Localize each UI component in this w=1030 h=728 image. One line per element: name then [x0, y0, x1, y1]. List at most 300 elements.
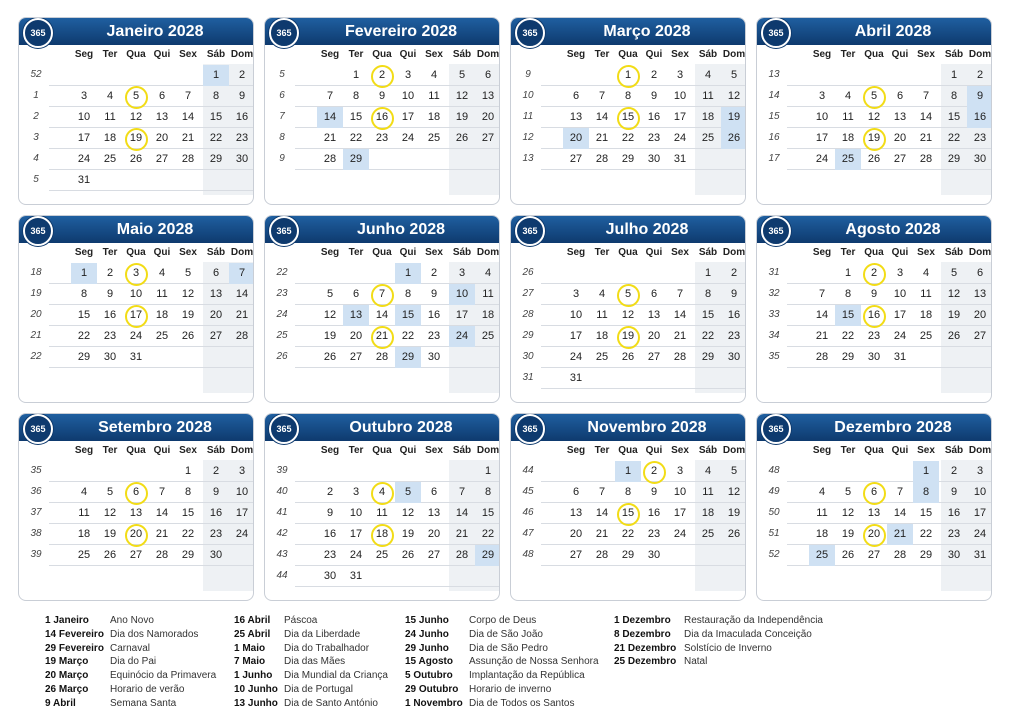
day-cell[interactable]: 25 [427, 132, 441, 144]
day-cell[interactable]: 30 [427, 351, 441, 363]
day-cell[interactable]: 4 [484, 267, 492, 279]
day-cell[interactable]: 4 [818, 486, 826, 498]
day-cell[interactable]: 21 [323, 132, 337, 144]
day-cell[interactable]: 22 [349, 132, 363, 144]
day-cell[interactable]: 6 [896, 90, 904, 102]
day-cell[interactable]: 14 [893, 507, 907, 519]
day-cell[interactable]: 27 [349, 351, 363, 363]
day-cell[interactable]: 3 [676, 69, 684, 81]
day-cell[interactable]: 3 [404, 69, 412, 81]
day-cell[interactable]: 24 [235, 528, 249, 540]
day-cell[interactable]: 1 [71, 263, 97, 284]
day-cell[interactable]: 29 [181, 549, 195, 561]
day-cell[interactable]: 1 [704, 267, 712, 279]
day-cell[interactable]: 31 [77, 174, 91, 186]
day-cell[interactable]: 14 [317, 107, 343, 128]
day-cell[interactable]: 9 [212, 486, 220, 498]
day-cell[interactable]: 9 [378, 90, 386, 102]
day-cell[interactable]: 15 [919, 507, 933, 519]
day-cell[interactable]: 14 [455, 507, 469, 519]
day-cell[interactable]: 6 [212, 267, 220, 279]
day-cell[interactable]: 12 [947, 288, 961, 300]
day-cell[interactable]: 24 [973, 528, 987, 540]
day-cell[interactable]: 23 [235, 132, 249, 144]
day-cell[interactable]: 23 [947, 528, 961, 540]
day-cell[interactable]: 24 [401, 132, 415, 144]
day-cell[interactable]: 25 [103, 153, 117, 165]
day-cell[interactable]: 21 [919, 132, 933, 144]
day-cell[interactable]: 2 [730, 267, 738, 279]
day-cell[interactable]: 2 [326, 486, 334, 498]
day-cell[interactable]: 14 [235, 288, 249, 300]
day-cell[interactable]: 26 [947, 330, 961, 342]
day-cell[interactable]: 22 [401, 330, 415, 342]
day-cell[interactable]: 11 [482, 288, 494, 300]
day-cell[interactable]: 10 [77, 111, 91, 123]
day-cell[interactable]: 10 [235, 486, 249, 498]
day-cell[interactable]: 15 [947, 111, 961, 123]
day-cell[interactable]: 28 [155, 549, 169, 561]
day-cell[interactable]: 19 [947, 309, 961, 321]
day-cell[interactable]: 1 [484, 465, 492, 477]
day-cell[interactable]: 7 [184, 90, 192, 102]
day-cell[interactable]: 18 [103, 132, 117, 144]
day-cell[interactable]: 6 [976, 267, 984, 279]
day-cell[interactable]: 7 [676, 288, 684, 300]
day-cell[interactable]: 14 [181, 111, 195, 123]
day-cell[interactable]: 28 [815, 351, 829, 363]
day-cell[interactable]: 30 [647, 153, 661, 165]
day-cell[interactable]: 27 [209, 330, 223, 342]
day-cell[interactable]: 19 [841, 528, 855, 540]
day-cell[interactable]: 7 [896, 486, 904, 498]
day-cell[interactable]: 13 [973, 288, 987, 300]
day-cell[interactable]: 11 [78, 507, 90, 519]
day-cell[interactable]: 6 [572, 90, 580, 102]
day-cell[interactable]: 7 [158, 486, 166, 498]
day-cell[interactable]: 6 [484, 69, 492, 81]
day-cell[interactable]: 4 [844, 90, 852, 102]
day-cell[interactable]: 1 [395, 263, 421, 284]
day-cell[interactable]: 25 [835, 149, 861, 170]
day-cell[interactable]: 20 [123, 524, 149, 545]
day-cell[interactable]: 19 [181, 309, 195, 321]
day-cell[interactable]: 11 [702, 486, 714, 498]
day-cell[interactable]: 31 [673, 153, 687, 165]
day-cell[interactable]: 11 [920, 288, 932, 300]
day-cell[interactable]: 21 [155, 528, 169, 540]
day-cell[interactable]: 8 [184, 486, 192, 498]
day-cell[interactable]: 21 [595, 528, 609, 540]
day-cell[interactable]: 15 [835, 305, 861, 326]
day-cell[interactable]: 1 [352, 69, 360, 81]
day-cell[interactable]: 8 [404, 288, 412, 300]
day-cell[interactable]: 15 [615, 107, 641, 128]
day-cell[interactable]: 19 [615, 326, 641, 347]
day-cell[interactable]: 17 [673, 111, 687, 123]
day-cell[interactable]: 25 [155, 330, 169, 342]
day-cell[interactable]: 21 [181, 132, 195, 144]
day-cell[interactable]: 1 [184, 465, 192, 477]
day-cell[interactable]: 11 [376, 507, 388, 519]
day-cell[interactable]: 2 [430, 267, 438, 279]
day-cell[interactable]: 21 [595, 132, 609, 144]
day-cell[interactable]: 26 [727, 528, 741, 540]
day-cell[interactable]: 18 [369, 524, 395, 545]
day-cell[interactable]: 3 [238, 465, 246, 477]
day-cell[interactable]: 5 [861, 86, 887, 107]
day-cell[interactable]: 19 [123, 128, 149, 149]
day-cell[interactable]: 5 [730, 69, 738, 81]
day-cell[interactable]: 5 [730, 465, 738, 477]
day-cell[interactable]: 9 [870, 288, 878, 300]
day-cell[interactable]: 30 [947, 549, 961, 561]
day-cell[interactable]: 29 [395, 347, 421, 368]
day-cell[interactable]: 12 [323, 309, 337, 321]
day-cell[interactable]: 8 [352, 90, 360, 102]
day-cell[interactable]: 26 [323, 351, 337, 363]
day-cell[interactable]: 24 [893, 330, 907, 342]
day-cell[interactable]: 24 [673, 132, 687, 144]
day-cell[interactable]: 19 [103, 528, 117, 540]
day-cell[interactable]: 31 [893, 351, 907, 363]
day-cell[interactable]: 17 [123, 305, 149, 326]
day-cell[interactable]: 3 [352, 486, 360, 498]
day-cell[interactable]: 1 [203, 65, 229, 86]
day-cell[interactable]: 19 [861, 128, 887, 149]
day-cell[interactable]: 2 [641, 461, 667, 482]
day-cell[interactable]: 1 [950, 69, 958, 81]
day-cell[interactable]: 11 [156, 288, 168, 300]
day-cell[interactable]: 30 [867, 351, 881, 363]
day-cell[interactable]: 17 [401, 111, 415, 123]
day-cell[interactable]: 8 [624, 90, 632, 102]
day-cell[interactable]: 6 [861, 482, 887, 503]
day-cell[interactable]: 10 [449, 284, 475, 305]
day-cell[interactable]: 26 [721, 128, 746, 149]
day-cell[interactable]: 16 [727, 309, 741, 321]
day-cell[interactable]: 16 [323, 528, 337, 540]
day-cell[interactable]: 29 [621, 153, 635, 165]
day-cell[interactable]: 11 [702, 90, 714, 102]
day-cell[interactable]: 28 [673, 351, 687, 363]
day-cell[interactable]: 19 [727, 507, 741, 519]
day-cell[interactable]: 22 [701, 330, 715, 342]
day-cell[interactable]: 13 [427, 507, 441, 519]
day-cell[interactable]: 14 [815, 309, 829, 321]
day-cell[interactable]: 27 [867, 549, 881, 561]
day-cell[interactable]: 9 [650, 486, 658, 498]
day-cell[interactable]: 22 [841, 330, 855, 342]
day-cell[interactable]: 22 [621, 528, 635, 540]
day-cell[interactable]: 23 [647, 528, 661, 540]
day-cell[interactable]: 27 [973, 330, 987, 342]
day-cell[interactable]: 21 [815, 330, 829, 342]
day-cell[interactable]: 25 [77, 549, 91, 561]
day-cell[interactable]: 22 [621, 132, 635, 144]
day-cell[interactable]: 7 [922, 90, 930, 102]
day-cell[interactable]: 24 [77, 153, 91, 165]
day-cell[interactable]: 19 [401, 528, 415, 540]
day-cell[interactable]: 9 [326, 507, 334, 519]
day-cell[interactable]: 28 [181, 153, 195, 165]
day-cell[interactable]: 17 [455, 309, 469, 321]
day-cell[interactable]: 10 [815, 111, 829, 123]
day-cell[interactable]: 22 [919, 528, 933, 540]
day-cell[interactable]: 1 [844, 267, 852, 279]
day-cell[interactable]: 26 [181, 330, 195, 342]
day-cell[interactable]: 14 [919, 111, 933, 123]
day-cell[interactable]: 23 [427, 330, 441, 342]
day-cell[interactable]: 8 [913, 482, 939, 503]
day-cell[interactable]: 19 [455, 111, 469, 123]
day-cell[interactable]: 31 [349, 570, 363, 582]
day-cell[interactable]: 27 [569, 549, 583, 561]
day-cell[interactable]: 26 [103, 549, 117, 561]
day-cell[interactable]: 15 [77, 309, 91, 321]
day-cell[interactable]: 10 [673, 486, 687, 498]
day-cell[interactable]: 22 [181, 528, 195, 540]
day-cell[interactable]: 9 [650, 90, 658, 102]
day-cell[interactable]: 11 [428, 90, 440, 102]
day-cell[interactable]: 27 [129, 549, 143, 561]
day-cell[interactable]: 20 [861, 524, 887, 545]
day-cell[interactable]: 23 [727, 330, 741, 342]
day-cell[interactable]: 2 [212, 465, 220, 477]
day-cell[interactable]: 28 [893, 549, 907, 561]
day-cell[interactable]: 30 [323, 570, 337, 582]
day-cell[interactable]: 21 [887, 524, 913, 545]
day-cell[interactable]: 30 [235, 153, 249, 165]
day-cell[interactable]: 8 [212, 90, 220, 102]
day-cell[interactable]: 22 [947, 132, 961, 144]
day-cell[interactable]: 20 [563, 128, 589, 149]
day-cell[interactable]: 29 [77, 351, 91, 363]
day-cell[interactable]: 4 [704, 69, 712, 81]
day-cell[interactable]: 12 [727, 90, 741, 102]
day-cell[interactable]: 18 [155, 309, 169, 321]
day-cell[interactable]: 13 [893, 111, 907, 123]
day-cell[interactable]: 29 [209, 153, 223, 165]
day-cell[interactable]: 10 [569, 309, 583, 321]
day-cell[interactable]: 18 [815, 528, 829, 540]
day-cell[interactable]: 9 [950, 486, 958, 498]
day-cell[interactable]: 5 [395, 482, 421, 503]
day-cell[interactable]: 20 [209, 309, 223, 321]
day-cell[interactable]: 10 [129, 288, 143, 300]
day-cell[interactable]: 31 [129, 351, 143, 363]
day-cell[interactable]: 14 [673, 309, 687, 321]
day-cell[interactable]: 15 [481, 507, 495, 519]
day-cell[interactable]: 18 [77, 528, 91, 540]
day-cell[interactable]: 29 [621, 549, 635, 561]
day-cell[interactable]: 23 [647, 132, 661, 144]
day-cell[interactable]: 20 [427, 528, 441, 540]
day-cell[interactable]: 9 [967, 86, 992, 107]
day-cell[interactable]: 8 [950, 90, 958, 102]
day-cell[interactable]: 13 [481, 90, 495, 102]
day-cell[interactable]: 25 [919, 330, 933, 342]
day-cell[interactable]: 10 [349, 507, 363, 519]
day-cell[interactable]: 29 [919, 549, 933, 561]
day-cell[interactable]: 20 [481, 111, 495, 123]
day-cell[interactable]: 4 [106, 90, 114, 102]
day-cell[interactable]: 1 [615, 65, 641, 86]
day-cell[interactable]: 15 [349, 111, 363, 123]
day-cell[interactable]: 2 [861, 263, 887, 284]
day-cell[interactable]: 6 [650, 288, 658, 300]
day-cell[interactable]: 5 [123, 86, 149, 107]
day-cell[interactable]: 13 [569, 507, 583, 519]
day-cell[interactable]: 14 [595, 507, 609, 519]
day-cell[interactable]: 13 [569, 111, 583, 123]
day-cell[interactable]: 13 [209, 288, 223, 300]
day-cell[interactable]: 2 [976, 69, 984, 81]
day-cell[interactable]: 18 [481, 309, 495, 321]
day-cell[interactable]: 8 [80, 288, 88, 300]
day-cell[interactable]: 11 [104, 111, 116, 123]
day-cell[interactable]: 1 [913, 461, 939, 482]
day-cell[interactable]: 13 [867, 507, 881, 519]
day-cell[interactable]: 18 [841, 132, 855, 144]
day-cell[interactable]: 12 [867, 111, 881, 123]
day-cell[interactable]: 25 [481, 330, 495, 342]
day-cell[interactable]: 16 [235, 111, 249, 123]
day-cell[interactable]: 7 [326, 90, 334, 102]
day-cell[interactable]: 25 [375, 549, 389, 561]
day-cell[interactable]: 27 [427, 549, 441, 561]
day-cell[interactable]: 8 [704, 288, 712, 300]
day-cell[interactable]: 10 [673, 90, 687, 102]
day-cell[interactable]: 2 [238, 69, 246, 81]
day-cell[interactable]: 3 [123, 263, 149, 284]
day-cell[interactable]: 11 [816, 507, 828, 519]
day-cell[interactable]: 20 [349, 330, 363, 342]
day-cell[interactable]: 6 [352, 288, 360, 300]
day-cell[interactable]: 22 [77, 330, 91, 342]
day-cell[interactable]: 13 [647, 309, 661, 321]
day-cell[interactable]: 29 [947, 153, 961, 165]
day-cell[interactable]: 27 [155, 153, 169, 165]
day-cell[interactable]: 2 [106, 267, 114, 279]
day-cell[interactable]: 6 [158, 90, 166, 102]
day-cell[interactable]: 22 [209, 132, 223, 144]
day-cell[interactable]: 10 [893, 288, 907, 300]
day-cell[interactable]: 16 [427, 309, 441, 321]
day-cell[interactable]: 7 [818, 288, 826, 300]
day-cell[interactable]: 29 [475, 545, 500, 566]
day-cell[interactable]: 7 [369, 284, 395, 305]
day-cell[interactable]: 5 [615, 284, 641, 305]
day-cell[interactable]: 4 [598, 288, 606, 300]
day-cell[interactable]: 2 [369, 65, 395, 86]
day-cell[interactable]: 16 [947, 507, 961, 519]
day-cell[interactable]: 12 [727, 486, 741, 498]
day-cell[interactable]: 27 [569, 153, 583, 165]
day-cell[interactable]: 4 [158, 267, 166, 279]
day-cell[interactable]: 4 [922, 267, 930, 279]
day-cell[interactable]: 21 [369, 326, 395, 347]
day-cell[interactable]: 12 [401, 507, 415, 519]
day-cell[interactable]: 4 [80, 486, 88, 498]
day-cell[interactable]: 18 [919, 309, 933, 321]
day-cell[interactable]: 17 [77, 132, 91, 144]
day-cell[interactable]: 14 [155, 507, 169, 519]
day-cell[interactable]: 23 [323, 549, 337, 561]
day-cell[interactable]: 18 [701, 111, 715, 123]
day-cell[interactable]: 7 [458, 486, 466, 498]
day-cell[interactable]: 30 [647, 549, 661, 561]
day-cell[interactable]: 17 [893, 309, 907, 321]
day-cell[interactable]: 15 [209, 111, 223, 123]
day-cell[interactable]: 3 [896, 267, 904, 279]
day-cell[interactable]: 10 [973, 486, 987, 498]
day-cell[interactable]: 7 [598, 486, 606, 498]
day-cell[interactable]: 5 [106, 486, 114, 498]
day-cell[interactable]: 21 [673, 330, 687, 342]
day-cell[interactable]: 3 [676, 465, 684, 477]
day-cell[interactable]: 9 [730, 288, 738, 300]
day-cell[interactable]: 17 [569, 330, 583, 342]
day-cell[interactable]: 12 [841, 507, 855, 519]
day-cell[interactable]: 23 [375, 132, 389, 144]
day-cell[interactable]: 3 [818, 90, 826, 102]
day-cell[interactable]: 26 [129, 153, 143, 165]
day-cell[interactable]: 24 [673, 528, 687, 540]
day-cell[interactable]: 12 [129, 111, 143, 123]
day-cell[interactable]: 20 [569, 528, 583, 540]
day-cell[interactable]: 3 [976, 465, 984, 477]
day-cell[interactable]: 4 [369, 482, 395, 503]
day-cell[interactable]: 15 [615, 503, 641, 524]
day-cell[interactable]: 30 [209, 549, 223, 561]
day-cell[interactable]: 28 [235, 330, 249, 342]
day-cell[interactable]: 26 [455, 132, 469, 144]
day-cell[interactable]: 8 [484, 486, 492, 498]
day-cell[interactable]: 31 [973, 549, 987, 561]
day-cell[interactable]: 17 [235, 507, 249, 519]
day-cell[interactable]: 5 [184, 267, 192, 279]
day-cell[interactable]: 29 [343, 149, 369, 170]
day-cell[interactable]: 5 [950, 267, 958, 279]
day-cell[interactable]: 28 [375, 351, 389, 363]
day-cell[interactable]: 22 [481, 528, 495, 540]
day-cell[interactable]: 15 [181, 507, 195, 519]
day-cell[interactable]: 1 [615, 461, 641, 482]
day-cell[interactable]: 25 [595, 351, 609, 363]
day-cell[interactable]: 27 [481, 132, 495, 144]
day-cell[interactable]: 16 [967, 107, 992, 128]
day-cell[interactable]: 17 [973, 507, 987, 519]
day-cell[interactable]: 28 [455, 549, 469, 561]
day-cell[interactable]: 3 [80, 90, 88, 102]
day-cell[interactable]: 6 [430, 486, 438, 498]
day-cell[interactable]: 12 [103, 507, 117, 519]
day-cell[interactable]: 26 [621, 351, 635, 363]
day-cell[interactable]: 26 [867, 153, 881, 165]
day-cell[interactable]: 16 [647, 111, 661, 123]
day-cell[interactable]: 2 [950, 465, 958, 477]
day-cell[interactable]: 6 [572, 486, 580, 498]
day-cell[interactable]: 13 [129, 507, 143, 519]
day-cell[interactable]: 12 [621, 309, 635, 321]
day-cell[interactable]: 25 [701, 132, 715, 144]
day-cell[interactable]: 28 [595, 153, 609, 165]
day-cell[interactable]: 2 [650, 69, 658, 81]
day-cell[interactable]: 4 [704, 465, 712, 477]
day-cell[interactable]: 24 [815, 153, 829, 165]
day-cell[interactable]: 30 [727, 351, 741, 363]
